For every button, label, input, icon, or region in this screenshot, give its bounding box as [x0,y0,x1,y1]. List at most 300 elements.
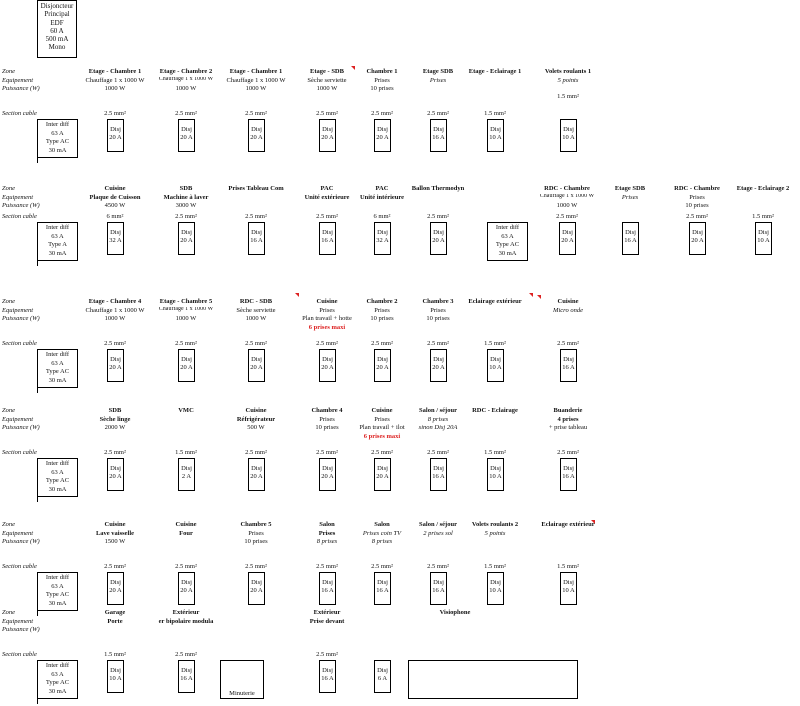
inter-diff-line: Type AC [495,241,520,249]
breaker-box [107,660,124,693]
main-breaker-line: EDF [50,18,64,27]
breaker-box [622,222,639,255]
circuit-equipment: Chauffage 1 x 1000 W [85,76,145,84]
breaker-box [107,119,124,152]
breaker-box [374,349,391,382]
circuit-header [218,521,294,547]
cable-section: 2.5 mm² [316,340,338,347]
inter-diff-line: Inter diff [45,662,70,669]
circuit-zone: Etage - Chambre 4 [88,298,142,305]
circuit-header [148,298,224,323]
main-breaker-line: Mono [48,43,66,52]
breaker-rating: 2 A [181,473,192,480]
breaker-label: Disj [625,229,636,236]
breaker-label: Disj [251,126,262,133]
breaker-label: Disj [110,667,121,674]
cable-section: 2.5 mm² [427,213,449,220]
breaker-rating: 20 A [109,134,122,141]
cable-section: 2.5 mm² [245,449,267,456]
breaker-label: Disj [490,465,501,472]
cable-section: 2.5 mm² [245,563,267,570]
inter-diff-line: 30 mA [498,249,517,257]
breaker-box [374,572,391,605]
circuit-header [218,68,294,94]
inter-diff-box [37,660,78,699]
breaker-label: Disj [181,667,192,674]
inter-diff-line: Type AC [45,477,70,485]
inter-diff-line: Inter diff [45,574,70,581]
circuit-header [530,68,606,102]
breaker-rating: 6 A [377,675,388,682]
circuit-zone: Cuisine [104,521,126,528]
inter-diff-line: 30 mA [48,485,67,493]
breaker-rating: 16 A [562,473,575,480]
circuit-header [77,609,153,626]
cable-section: 2.5 mm² [371,340,393,347]
breaker-rating: 10 A [757,237,770,244]
circuit-equipment: Prises [319,306,335,314]
breaker-label: Disj [433,356,444,363]
breaker-rating: 20 A [321,134,334,141]
breaker-label: Disj [377,126,388,133]
breaker-box [178,119,195,152]
inter-diff-box [37,222,78,261]
cable-section: 2.5 mm² [371,449,393,456]
circuit-header [400,185,476,194]
breaker-rating: 20 A [321,364,334,371]
cable-section: 6 mm² [106,213,124,220]
breaker-rating: 16 A [180,675,193,682]
cable-section: 2.5 mm² [427,110,449,117]
breaker-label: Disj [251,465,262,472]
inter-diff-line: Type A [48,241,67,249]
cable-section: 2.5 mm² [316,213,338,220]
circuit-equipment: Unité extérieure [304,193,350,201]
main-breaker-line: Disjoncteur [40,2,74,10]
breaker-box [248,572,265,605]
breaker-rating: 16 A [250,237,263,244]
circuit-zone: Eclairage extérieur [468,298,522,305]
main-breaker-line: 60 A [50,26,64,35]
circuit-equipment: Prises coin TV [362,529,402,537]
inter-diff-line: 63 A [51,468,64,476]
breaker-rating: 20 A [250,587,263,594]
cable-section: 2.5 mm² [371,563,393,570]
cable-section: 2.5 mm² [175,563,197,570]
breaker-box [178,572,195,605]
row-label-zone: Zone [2,609,15,616]
main-breaker-line: Principal [44,10,70,19]
breaker-rating: 20 A [180,134,193,141]
cable-section: 2.5 mm² [175,340,197,347]
circuit-equipment: Prises [621,193,639,201]
circuit-zone: Extérieur [172,609,200,616]
circuit-equipment: Prises [374,306,390,314]
row-label-equip: Equipement [2,617,34,625]
breaker-label: Disj [377,667,388,674]
breaker-box [248,222,265,255]
inter-diff-box [37,458,78,497]
circuit-power: 1500 W [104,538,126,545]
circuit-zone: RDC - Chambre [544,185,590,192]
breaker-box [487,458,504,491]
inter-diff-stub [37,497,38,502]
circuit-power: 10 prises [426,315,450,322]
circuit-zone: SDB [179,185,193,192]
inter-diff-line: 63 A [501,232,514,240]
circuit-power: 1000 W [245,85,267,92]
breaker-rating: 10 A [562,134,575,141]
row-label-section: Section cable [2,213,37,220]
breaker-rating: 20 A [321,473,334,480]
minuterie-label: Minuterie [229,690,255,697]
breaker-label: Disj [758,229,769,236]
breaker-rating: 20 A [432,364,445,371]
breaker-label: Disj [322,356,333,363]
row-label-equip: Equipement [2,529,34,537]
circuit-power: Plan travail + hotte [302,315,352,322]
inter-diff-box [37,572,78,611]
circuit-equipment: Prises [318,529,336,537]
circuit-zone: Etage - SDB [310,68,344,75]
circuit-equipment: Micro onde [553,306,583,314]
row-label-zone: Zone [2,298,15,305]
breaker-label: Disj [251,579,262,586]
circuit-header [218,407,294,433]
inter-diff-line: Inter diff [45,224,70,231]
breaker-box [107,222,124,255]
inter-diff-line: Type AC [45,591,70,599]
inter-diff-line: Inter diff [495,224,520,231]
cable-section: 6 mm² [373,213,391,220]
circuit-equipment: Sèche serviette [307,76,347,84]
breaker-box [107,572,124,605]
circuit-zone: Ballon Thermodyn [411,185,465,192]
circuit-equipment: Prises [689,193,705,201]
circuit-equipment: Lave vaisselle [95,529,135,537]
circuit-zone: Salon / séjour [419,407,457,414]
circuit-equipment: Sèche linge [99,415,131,423]
cable-section: 2.5 mm² [316,651,338,658]
breaker-rating: 32 A [109,237,122,244]
circuit-header [530,521,606,530]
circuit-equipment: Sèche serviette [236,306,276,314]
inter-diff-stub [37,158,38,163]
breaker-label: Disj [490,579,501,586]
breaker-box [487,349,504,382]
circuit-power: sinon Disj 20A [418,424,458,431]
cable-section: 2.5 mm² [371,110,393,117]
cable-section: 2.5 mm² [557,449,579,456]
cable-section: 1.5 mm² [752,213,774,220]
circuit-equipment: Machine à laver [163,193,209,201]
circuit-equipment: Chauffage 1 x 1000 W [85,306,145,314]
breaker-label: Disj [433,579,444,586]
circuit-header [530,407,606,433]
circuit-zone: Cuisine [245,407,267,414]
circuit-zone: Salon [319,521,335,528]
circuit-header [77,407,153,433]
breaker-box [248,458,265,491]
circuit-power: 10 prises [370,85,394,92]
breaker-box [374,458,391,491]
inter-diff-line: 63 A [51,232,64,240]
breaker-rating: 10 A [562,587,575,594]
inter-diff-line: 30 mA [48,146,67,154]
cable-section: 2.5 mm² [316,449,338,456]
breaker-rating: 20 A [250,473,263,480]
cable-section: 1.5 mm² [484,563,506,570]
inter-diff-stub [37,699,38,704]
breaker-box [689,222,706,255]
circuit-power: 10 prises [685,202,709,209]
circuit-zone: Cuisine [316,298,338,305]
breaker-label: Disj [322,229,333,236]
circuit-power: 1000 W [175,84,197,92]
breaker-rating: 20 A [432,237,445,244]
row-label-power: Puissance (W) [2,315,40,322]
row-label-section: Section cable [2,449,37,456]
cable-section: 1.5 mm² [557,563,579,570]
inter-diff-line: Inter diff [45,460,70,467]
breaker-rating: 16 A [432,587,445,594]
inter-diff-box [37,349,78,388]
breaker-box [178,660,195,693]
breaker-rating: 16 A [432,134,445,141]
circuit-zone: Etage - Eclairage 1 [468,68,522,75]
visiophone-box [408,660,578,699]
breaker-label: Disj [433,126,444,133]
row-label-section: Section cable [2,110,37,117]
breaker-box [560,458,577,491]
breaker-label: Disj [322,579,333,586]
row-label-power: Puissance (W) [2,202,40,209]
breaker-rating: 16 A [376,587,389,594]
circuit-equipment: Prises [248,529,264,537]
inter-diff-line: 30 mA [48,376,67,384]
breaker-box [178,458,195,491]
circuit-equipment: Unité intérieure [359,193,405,201]
inter-diff-stub [37,611,38,616]
circuit-power: 3000 W [175,202,197,209]
circuit-equipment: 5 points [484,529,506,537]
circuit-equipment: Four [179,529,193,537]
breaker-rating: 20 A [109,473,122,480]
cable-section: 2.5 mm² [557,340,579,347]
breaker-label: Disj [563,356,574,363]
breaker-label: Disj [377,356,388,363]
comment-marker [295,293,299,297]
circuit-power: Plan travail + ilot [359,424,405,431]
cable-section: 2.5 mm² [245,340,267,347]
breaker-rating: 16 A [624,237,637,244]
breaker-label: Disj [433,465,444,472]
row-label-power: Puissance (W) [2,424,40,431]
circuit-equipment: Prises [319,415,335,423]
circuit-equipment: Chauffage 1 x 1000 W [158,76,214,82]
circuit-zone: Etage - Chambre 2 [159,68,213,75]
cable-section: 1.5 mm² [484,340,506,347]
breaker-rating: 10 A [489,587,502,594]
breaker-label: Disj [110,356,121,363]
cable-section: 2.5 mm² [316,110,338,117]
cable-section: 2.5 mm² [104,563,126,570]
minuterie-box [220,660,264,699]
breaker-box [248,349,265,382]
breaker-box [430,458,447,491]
breaker-label: Disj [181,229,192,236]
breaker-label: Disj [322,667,333,674]
cable-section: 2.5 mm² [175,213,197,220]
breaker-box [430,222,447,255]
circuit-header [218,185,294,194]
circuit-zone: Cuisine [175,521,197,528]
breaker-label: Disj [322,465,333,472]
circuit-power: 1000 W [104,315,126,322]
breaker-label: Disj [110,579,121,586]
breaker-label: Disj [181,465,192,472]
breaker-label: Disj [490,356,501,363]
circuit-power: 10 prises [315,424,339,431]
circuit-zone: PAC [375,185,389,192]
cable-section: 2.5 mm² [175,651,197,658]
circuit-header [659,185,735,211]
circuit-zone: Garage [104,609,126,616]
breaker-label: Disj [490,126,501,133]
circuit-power: 4500 W [104,202,126,209]
breaker-label: Disj [377,579,388,586]
circuit-header [457,298,533,307]
circuit-power: 8 prises [371,538,393,545]
breaker-rating: 16 A [432,473,445,480]
breaker-box [560,119,577,152]
circuit-zone: Etage - Eclairage 2 [736,185,790,192]
circuit-zone: Chambre 2 [366,298,398,305]
breaker-label: Disj [377,465,388,472]
inter-diff-line: 63 A [51,359,64,367]
row-label-power: Puissance (W) [2,626,40,633]
breaker-label: Disj [181,579,192,586]
row-label-section: Section cable [2,563,37,570]
breaker-rating: 10 A [109,675,122,682]
breaker-label: Disj [181,356,192,363]
circuit-header [148,407,224,416]
breaker-box [374,222,391,255]
inter-diff-line: 63 A [51,670,64,678]
breaker-rating: 20 A [109,364,122,371]
circuit-equipment: 2 prises sol [423,529,453,537]
cable-section: 1.5 mm² [104,651,126,658]
circuit-header [457,521,533,538]
breaker-box [178,222,195,255]
row-label-section: Section cable [2,340,37,347]
breaker-box [319,349,336,382]
breaker-rating: 20 A [691,237,704,244]
circuit-zone: RDC - Chambre [674,185,720,192]
circuit-header [77,185,153,211]
row-label-zone: Zone [2,68,15,75]
row-label-equip: Equipement [2,415,34,423]
inter-diff-line: 30 mA [48,687,67,695]
breaker-box [374,119,391,152]
circuit-zone: Chambre 3 [422,298,454,305]
breaker-label: Disj [110,126,121,133]
breaker-rating: 20 A [561,237,574,244]
breaker-box [319,119,336,152]
circuit-header [148,68,224,93]
breaker-box [430,349,447,382]
circuit-note: 6 prises maxi [308,323,346,331]
circuit-zone: Eclairage extérieur [541,521,595,528]
circuit-power: 1000 W [245,315,267,322]
inter-diff-box [487,222,528,261]
breaker-label: Disj [251,229,262,236]
breaker-label: Disj [251,356,262,363]
cable-section: 1.5 mm² [175,449,197,456]
circuit-equipment: Prises [430,306,446,314]
cable-section: 2.5 mm² [104,449,126,456]
circuit-equipment: 8 prises [427,415,449,423]
breaker-label: Disj [692,229,703,236]
circuit-zone: RDC - SDB [239,298,273,305]
inter-diff-line: Type AC [45,368,70,376]
cable-section: 2.5 mm² [104,340,126,347]
breaker-rating: 10 A [489,134,502,141]
breaker-box [559,222,576,255]
breaker-label: Disj [563,126,574,133]
circuit-zone: Chambre 1 [366,68,398,75]
comment-marker [529,293,533,297]
cable-section: 2.5 mm² [245,213,267,220]
row-label-zone: Zone [2,185,15,192]
circuit-zone: Cuisine [104,185,126,192]
breaker-label: Disj [110,465,121,472]
breaker-rating: 20 A [250,134,263,141]
cable-section: 2.5 mm² [427,563,449,570]
inter-diff-stub [37,261,38,266]
circuit-zone: VMC [178,407,194,414]
breaker-label: Disj [433,229,444,236]
breaker-label: Disj [563,465,574,472]
circuit-power: 10 prises [244,538,268,545]
row-label-section: Section cable [2,651,37,658]
circuit-zone: PAC [320,185,334,192]
breaker-rating: 16 A [562,364,575,371]
breaker-rating: 16 A [321,587,334,594]
breaker-box [319,458,336,491]
circuit-zone: Cuisine [557,298,579,305]
circuit-header [725,185,800,194]
circuit-zone: Cuisine [371,407,393,414]
breaker-rating: 20 A [376,134,389,141]
circuit-power: + prise tableau [548,424,588,431]
breaker-box [560,349,577,382]
circuit-power: 500 W [247,424,265,431]
circuit-power: 8 prises [316,538,338,545]
breaker-box [107,458,124,491]
cable-section: 2.5 mm² [427,449,449,456]
breaker-label: Disj [322,126,333,133]
circuit-zone: Extérieur [313,609,341,616]
circuit-zone: Buanderie [553,407,583,414]
circuit-header [457,68,533,77]
breaker-rating: 20 A [376,473,389,480]
cable-section: 2.5 mm² [245,110,267,117]
cable-section: 1.5 mm² [484,110,506,117]
circuit-equipment: Chauffage 1 x 1000 W [158,306,214,312]
circuit-header [592,185,668,202]
circuit-equipment: Prises [374,76,390,84]
